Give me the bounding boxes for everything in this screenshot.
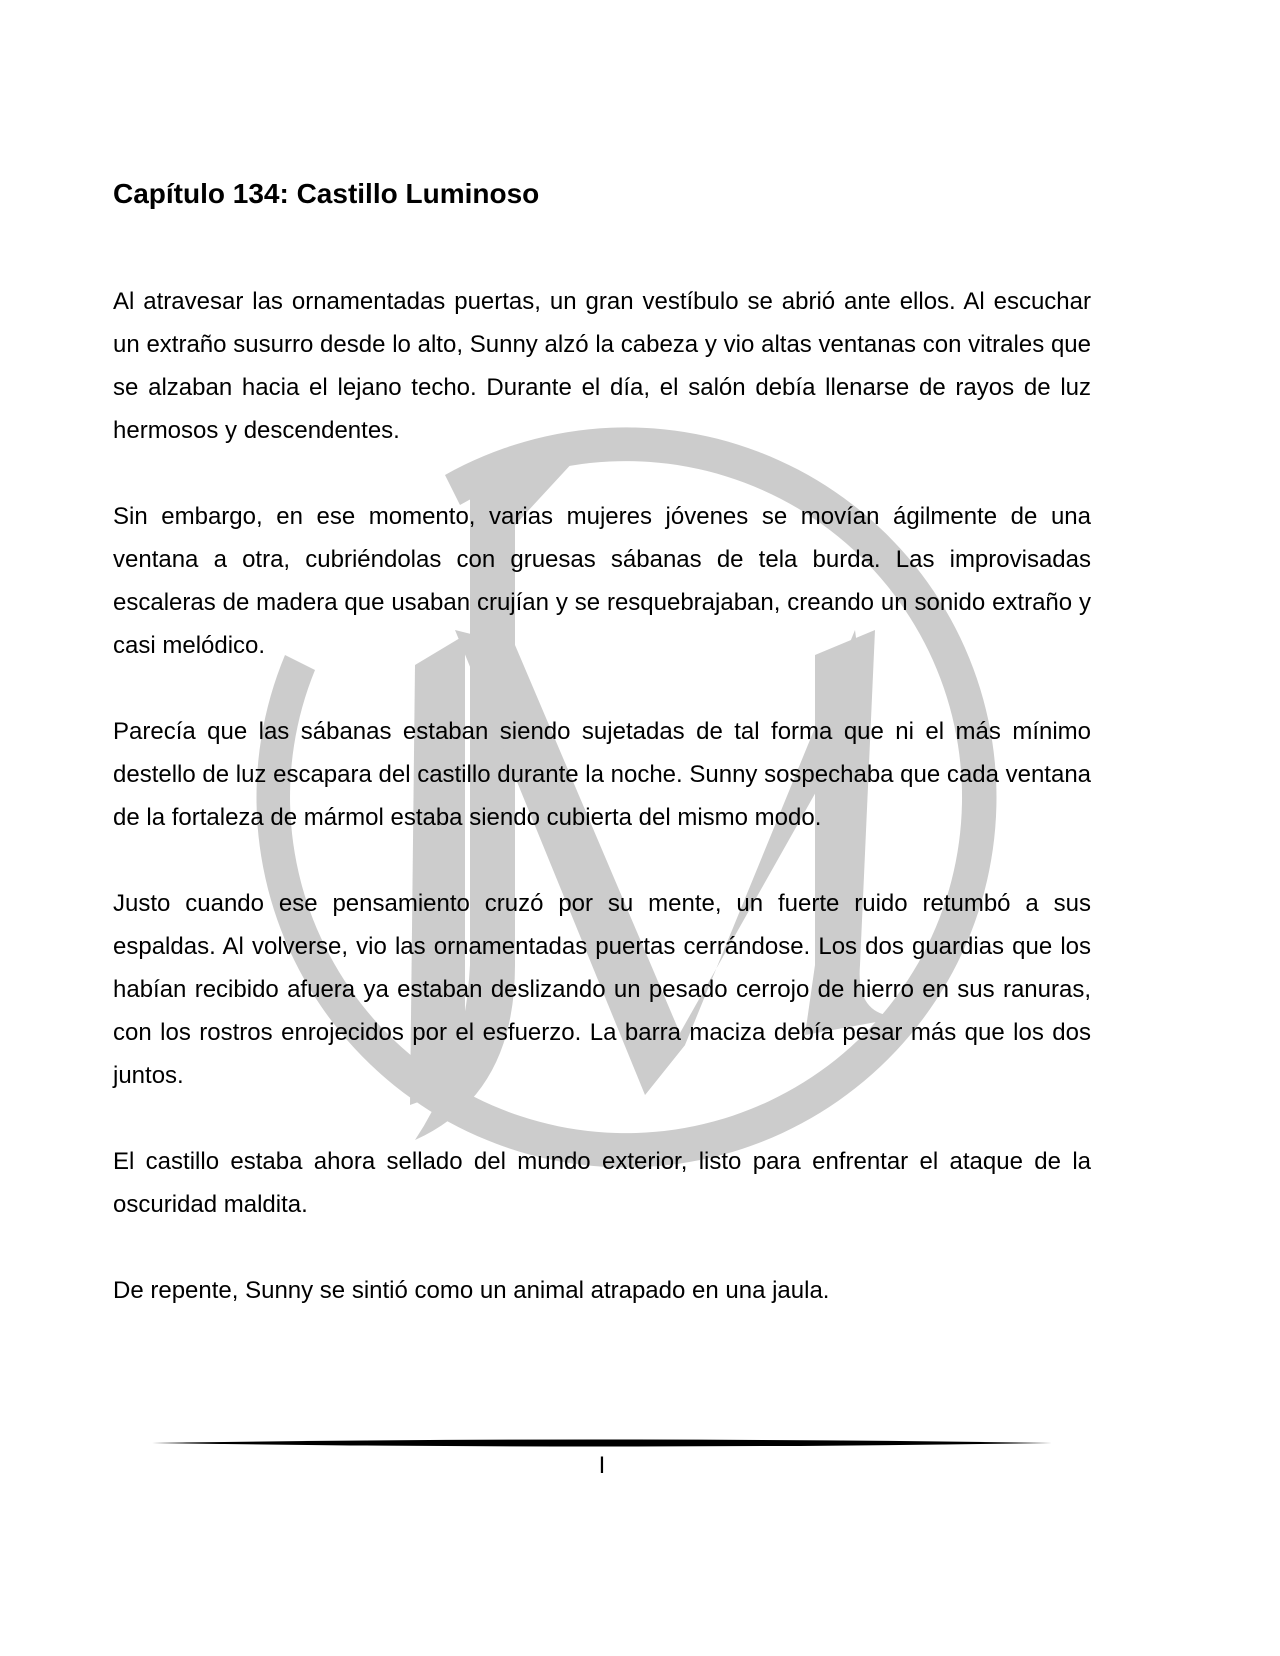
paragraph: De repente, Sunny se sintió como un animal atrapado en una jaula. xyxy=(113,1277,830,1304)
paragraph: Parecía que las sábanas estaban siendo sujetadas de tal forma que ni el más mínimo destello de luz escapara del castillo durante la noche. Sunny sospechaba que cada ventana de la fortaleza de mármol estaba siendo cubierta del mismo modo. xyxy=(113,718,1092,831)
paragraph: Sin embargo, en ese momento, varias mujeres jóvenes se movían ágilmente de una ventana a otra, cubriéndolas con gruesas sábanas de tela burda. Las improvisadas escaleras de madera que usaban crujían y se resquebrajaban, creando un sonido extraño y casi melódico. xyxy=(113,503,1091,659)
chapter-title: Capítulo 134: Castillo Luminoso xyxy=(113,178,540,209)
paragraph: Justo cuando ese pensamiento cruzó por su mente, un fuerte ruido retumbó a sus espaldas. Al volverse, vio las ornamentadas puertas cerrándose. Los dos guardias que los habían recibido afuera ya estaban deslizando un pesado cerrojo de hierro en sus ranuras, con los rostros enrojecidos por el esfuerzo. La barra maciza debía pesar más que los dos juntos. xyxy=(113,890,1091,1089)
chapter-body xyxy=(113,280,1091,1355)
footer-divider xyxy=(152,1436,1052,1450)
paragraph: Al atravesar las ornamentadas puertas, un gran vestíbulo se abrió ante ellos. Al escuchar un extraño susurro desde lo alto, Sunny alzó la cabeza y vio altas ventanas con vitrales que se alzaban hacia el lejano techo. Durante el día, el salón debía llenarse de rayos de luz hermosos y descendentes. xyxy=(113,288,1091,444)
paragraph: El castillo estaba ahora sellado del mundo exterior, listo para enfrentar el ataque de la oscuridad maldita. xyxy=(113,1148,1091,1218)
page-number: I xyxy=(598,1452,606,1479)
